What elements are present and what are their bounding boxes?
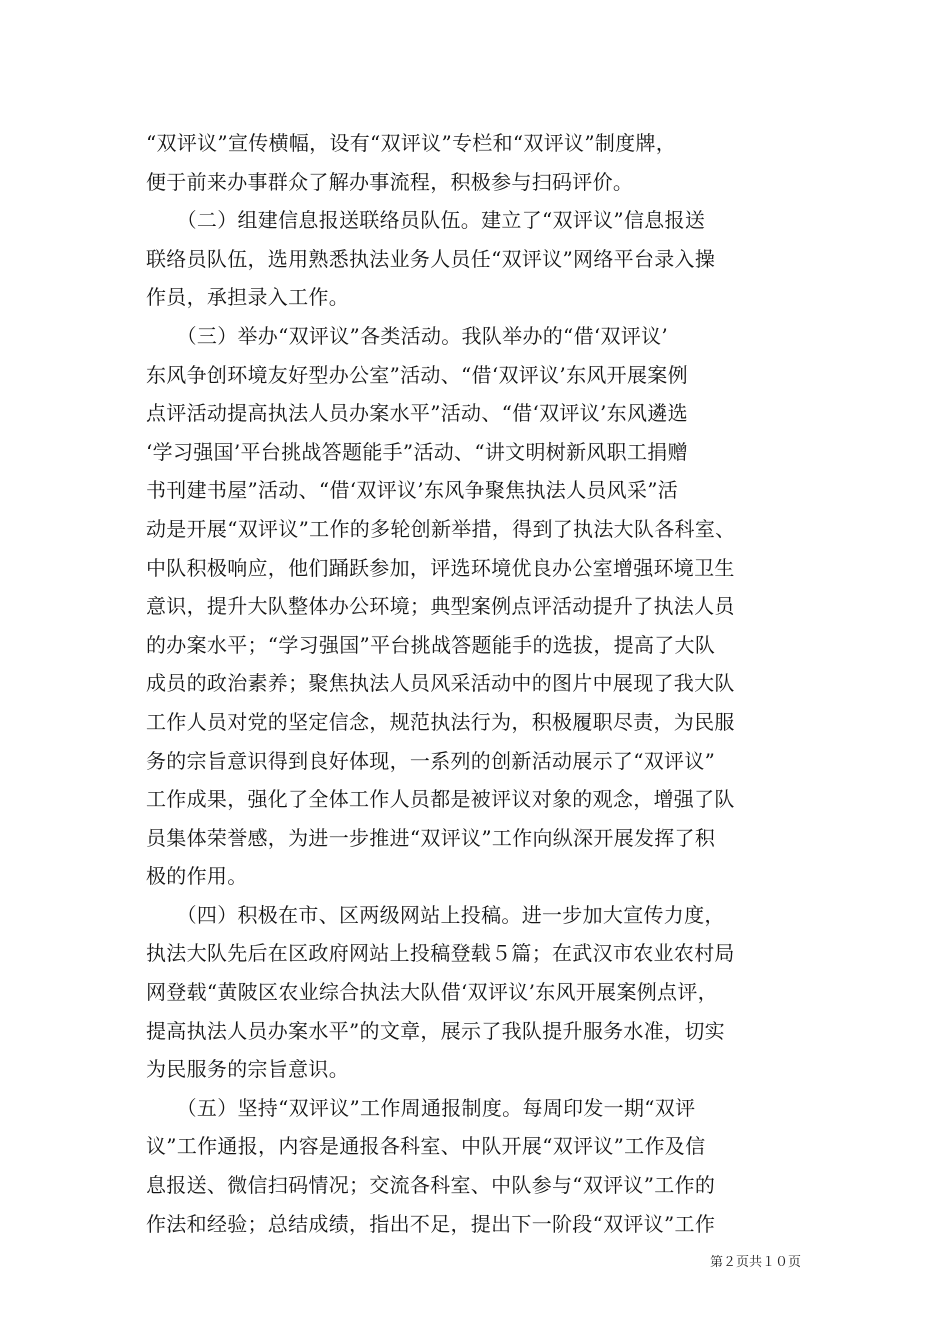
text-line: 为民服务的宗旨意识。	[146, 1057, 349, 1082]
body-text	[146, 124, 816, 1243]
text-line: “双评议”宣传横幅，设有“双评议”专栏和“双评议”制度牌，	[146, 131, 677, 155]
text-line: （五）坚持“双评议”工作周通报制度。每周印发一期“双评	[146, 1095, 696, 1120]
text-line: 息报送、微信扫码情况；交流各科室、中队参与“双评议”工作的	[146, 1173, 716, 1198]
text-line: 点评活动提高执法人员办案水平”活动、“借‘双评议’东风遴选	[146, 401, 688, 426]
text-line: （三）举办“双评议”各类活动。我队举办的“借‘双评议’	[146, 323, 669, 348]
text-line: 务的宗旨意识得到良好体现，一系列的创新活动展示了“双评议”	[146, 748, 716, 773]
text-line: 员集体荣誉感，为进一步推进“双评议”工作向纵深开展发挥了积	[146, 825, 716, 850]
text-line: 便于前来办事群众了解办事流程，积极参与扫码评价。	[146, 169, 634, 194]
text-line: 作法和经验；总结成绩，指出不足，提出下一阶段“双评议”工作	[146, 1211, 716, 1236]
text-line: 执法大队先后在区政府网站上投稿登载５篇；在武汉市农业农村局	[146, 941, 735, 966]
page-number: 第２页共１０页	[710, 1255, 802, 1270]
text-line: 的办案水平；“学习强国”平台挑战答题能手的选拔，提高了大队	[146, 632, 716, 657]
text-line: （四）积极在市、区两级网站上投稿。进一步加大宣传力度，	[146, 902, 725, 927]
text-line: 成员的政治素养；聚焦执法人员风采活动中的图片中展现了我大队	[146, 671, 735, 696]
text-line: 网登载“黄陂区农业综合执法大队借‘双评议’东风开展案例点评，	[146, 980, 718, 1005]
text-line: 联络员队伍，选用熟悉执法业务人员任“双评议”网络平台录入操	[146, 246, 716, 271]
text-line: 提高执法人员办案水平”的文章，展示了我队提升服务水准，切实	[146, 1018, 725, 1043]
text-line: ‘学习强国’平台挑战答题能手”活动、“讲文明树新风职工捐赠	[146, 439, 688, 464]
text-line: 动是开展“双评议”工作的多轮创新举措，得到了执法大队各科室、	[146, 516, 736, 541]
text-line: （二）组建信息报送联络员队伍。建立了“双评议”信息报送	[146, 208, 706, 233]
text-line: 议”工作通报，内容是通报各科室、中队开展“双评议”工作及信	[146, 1134, 706, 1159]
text-line: 意识，提升大队整体办公环境；典型案例点评活动提升了执法人员	[146, 594, 735, 619]
text-line: 工作人员对党的坚定信念，规范执法行为，积极履职尽责，为民服	[146, 709, 735, 734]
text-line: 书刊建书屋”活动、“借‘双评议’东风争聚焦执法人员风采”活	[146, 478, 679, 503]
text-line: 中队积极响应，他们踊跃参加，评选环境优良办公室增强环境卫生	[146, 555, 735, 580]
text-line: 东风争创环境友好型办公室”活动、“借‘双评议’东风开展案例	[146, 362, 688, 387]
text-line: 极的作用。	[146, 864, 248, 889]
text-line: 工作成果，强化了全体工作人员都是被评议对象的观念，增强了队	[146, 787, 735, 812]
text-line: 作员，承担录入工作。	[146, 285, 349, 310]
